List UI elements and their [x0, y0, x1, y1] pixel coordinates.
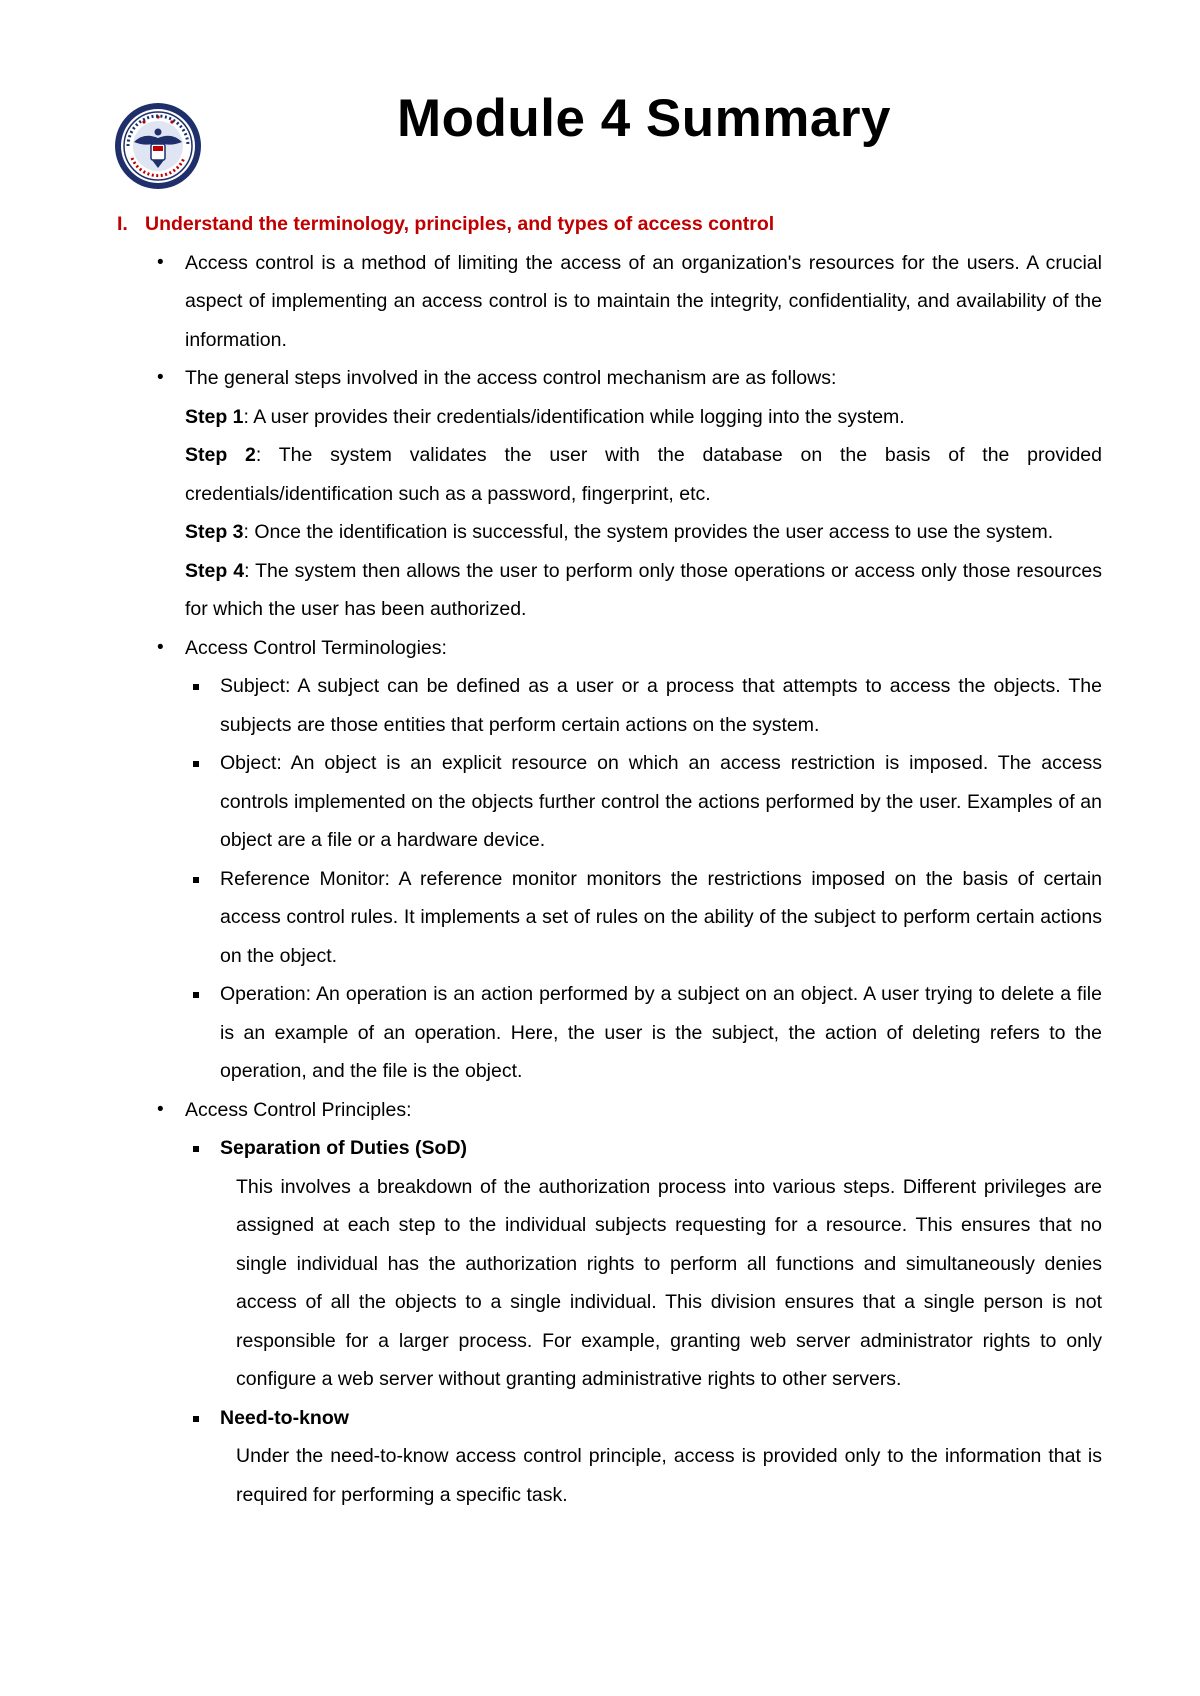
step-label: Step 3	[185, 521, 244, 543]
terminology-operation: Operation: An operation is an action performed by a subject on an object. A user trying to delete a file is an example of an operation. Here, the user is the subject, the action of deleting refers to the operation, and the file is the object.	[117, 975, 1102, 1091]
step-label: Step 4	[185, 559, 245, 582]
step-label: Step 1	[185, 405, 244, 428]
terminology-reference-monitor: Reference Monitor: A reference monitor monitors the restrictions imposed on the basis of certain access control rules. It implements a set of rules on the ability of the subject to perform certain actions on the object.	[117, 860, 1102, 976]
document-body	[117, 205, 1102, 1514]
step-text: : Once the identification is successful, the system provides the user access to use the system.	[243, 521, 1054, 543]
step-label: Step 2	[185, 444, 256, 466]
bullet-terminologies: • Access Control Terminologies:	[117, 629, 1102, 668]
principle-description-need-to-know: Under the need-to-know access control principle, access is provided only to the information that is required for performing a specific task.	[236, 1445, 1102, 1506]
step-1	[117, 398, 1102, 437]
section-number: I.	[117, 213, 128, 235]
step-text: : The system validates the user with the database on the basis of the provided credentials/identification such as a password, fingerprint, etc.	[185, 444, 1102, 505]
step-4	[117, 552, 1102, 629]
page-title: Module 4 Summary	[397, 89, 891, 148]
step-text: : A user provides their credentials/identification while logging into the system.	[243, 405, 905, 428]
step-2	[117, 436, 1102, 513]
bullet-access-control-definition: • Access control is a method of limiting the access of an organization's resources for the users. A crucial aspect of implementing an access control is to maintain the integrity, confidentiality, and availability of the information.	[117, 244, 1102, 360]
section-heading-text: Understand the terminology, principles, and types of access control	[145, 213, 775, 235]
terminology-subject: Subject: A subject can be defined as a user or a process that attempts to access the objects. The subjects are those entities that perform certain actions on the system.	[117, 667, 1102, 744]
section-heading	[117, 205, 1102, 244]
step-3	[117, 513, 1102, 552]
bullet-principles: • Access Control Principles:	[117, 1091, 1102, 1130]
principle-title-sod: Separation of Duties (SoD)	[117, 1129, 1102, 1168]
principle-description-sod: This involves a breakdown of the authorization process into various steps. Different privileges are assigned at each step to the individual subjects requesting for a resource. This ensures that no single individual has the authorization rights to perform all functions and simultaneously denies access of all the objects to a single individual. This division ensures that a single person is not responsible for a larger process. For example, granting web server administrator rights to only configure a web server without granting administrative rights to other servers.	[236, 1175, 1102, 1390]
terminology-object: Object: An object is an explicit resource on which an access restriction is imposed. The access controls implemented on the objects further control the actions performed by the user. Examples of an object are a file or a hardware device.	[117, 744, 1102, 860]
bullet-general-steps: • The general steps involved in the access control mechanism are as follows:	[117, 359, 1102, 398]
principle-title-need-to-know: Need-to-know	[117, 1399, 1102, 1438]
step-text: : The system then allows the user to perform only those operations or access only those resources for which the user has been authorized.	[185, 559, 1102, 620]
